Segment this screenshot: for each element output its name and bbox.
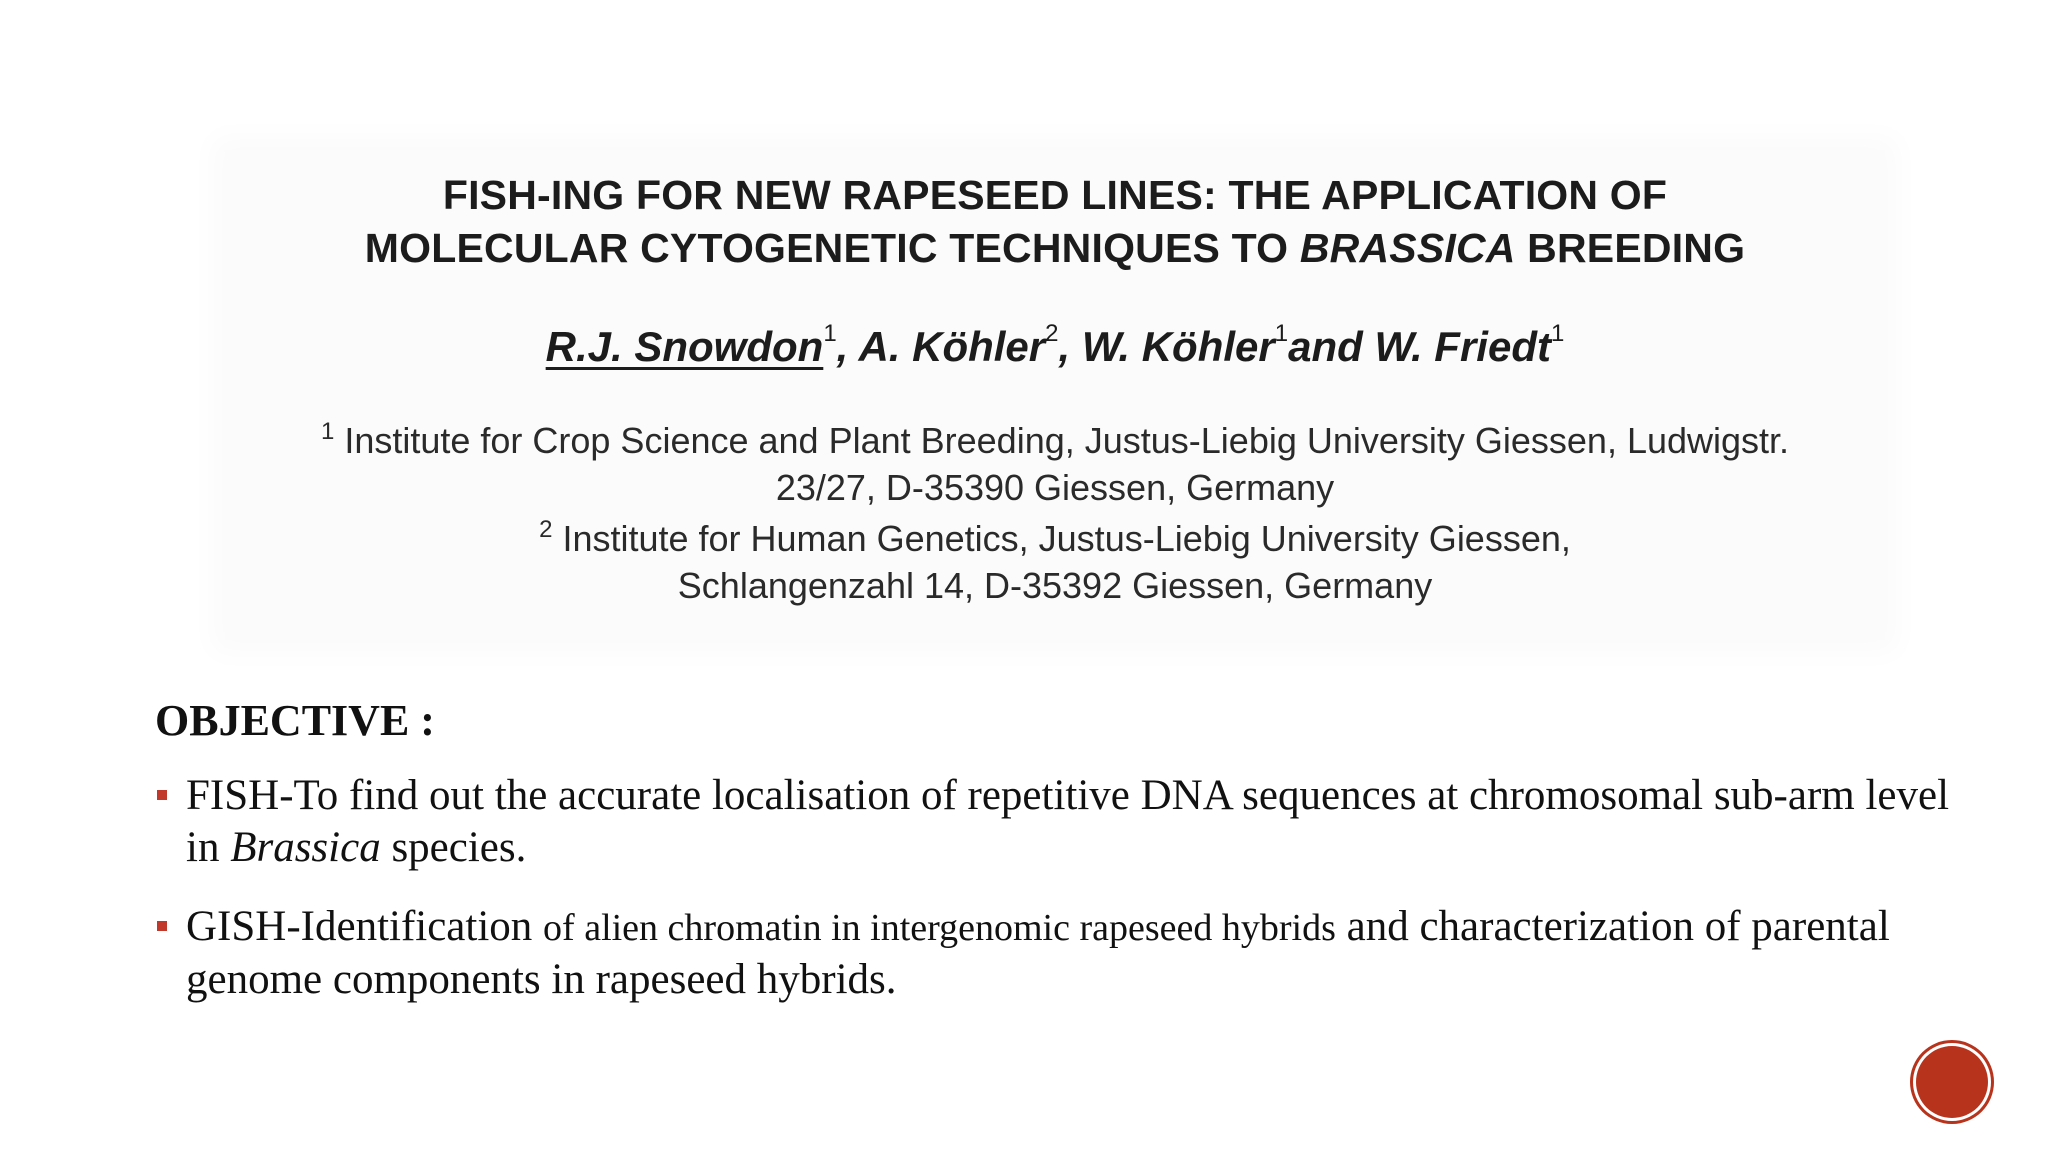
paper-title-genus: BRASSICA: [1299, 225, 1516, 271]
author-name: A. Köhler: [858, 323, 1046, 370]
affiliation-2-line-2: Schlangenzahl 14, D-35392 Giessen, Germany: [677, 565, 1433, 606]
objective-bullet-list: [155, 770, 1955, 1033]
author-name: R.J. Snowdon: [545, 323, 824, 370]
bullet-fish-text-end: species.: [380, 824, 527, 871]
bullet-fish-genus: Brassica: [230, 824, 381, 871]
bullet-fish: [155, 770, 1955, 874]
affiliation-1-line-2: 23/27, D-35390 Giessen, Germany: [775, 467, 1335, 508]
affiliation-2-line-1: [225, 516, 1885, 560]
bullet-gish-text-small: of alien chromatin in intergenomic rapeseed hybrids: [543, 907, 1336, 949]
affiliation-1-mark: 1: [320, 418, 335, 445]
author-affiliation-mark: 1: [823, 320, 837, 347]
affiliation-1-text: Institute for Crop Science and Plant Breeding, Justus-Liebig University Giessen, Ludwigstr.: [334, 420, 1790, 461]
bullet-square-icon: [157, 790, 167, 800]
paper-title-line-2: [225, 225, 1885, 272]
author-name: W. Friedt: [1374, 323, 1551, 370]
author-affiliation-mark: 1: [1550, 320, 1565, 347]
author-affiliation-mark: 1: [1274, 320, 1289, 347]
paper-authors: [225, 320, 1885, 371]
bullet-square-icon: [157, 921, 167, 931]
affiliation-2-mark: 2: [539, 516, 553, 543]
author-separator: and: [1288, 323, 1375, 370]
paper-title-line-2-prefix: MOLECULAR CYTOGENETIC TECHNIQUES TO: [364, 225, 1300, 271]
objective-heading: OBJECTIVE :: [155, 696, 435, 745]
author-name: W. Köhler: [1081, 323, 1275, 370]
affiliation-1-line-1: [225, 418, 1885, 462]
bullet-gish: [155, 901, 1955, 1006]
author-affiliation-mark: 2: [1045, 320, 1059, 347]
paper-title-line-1: FISH-ING FOR NEW RAPESEED LINES: THE APPLICATION OF: [442, 172, 1668, 218]
affiliation-2-text: Institute for Human Genetics, Justus-Liebig University Giessen,: [552, 518, 1571, 559]
bullet-gish-text-end: and characterization of parental genome components in rapeseed hybrids.: [186, 903, 1890, 1003]
slide-corner-circle-icon: [1916, 1046, 1988, 1118]
bullet-gish-text: GISH-Identification: [186, 903, 544, 950]
author-separator: ,: [1058, 323, 1082, 370]
paper-title-line-2-suffix: BREEDING: [1515, 225, 1746, 271]
author-separator: ,: [836, 323, 859, 370]
bullet-fish-text: FISH-To find out the accurate localisation of repetitive DNA sequences at chromosomal sub-arm level in: [186, 772, 1950, 871]
paper-header-image: [225, 150, 1885, 640]
